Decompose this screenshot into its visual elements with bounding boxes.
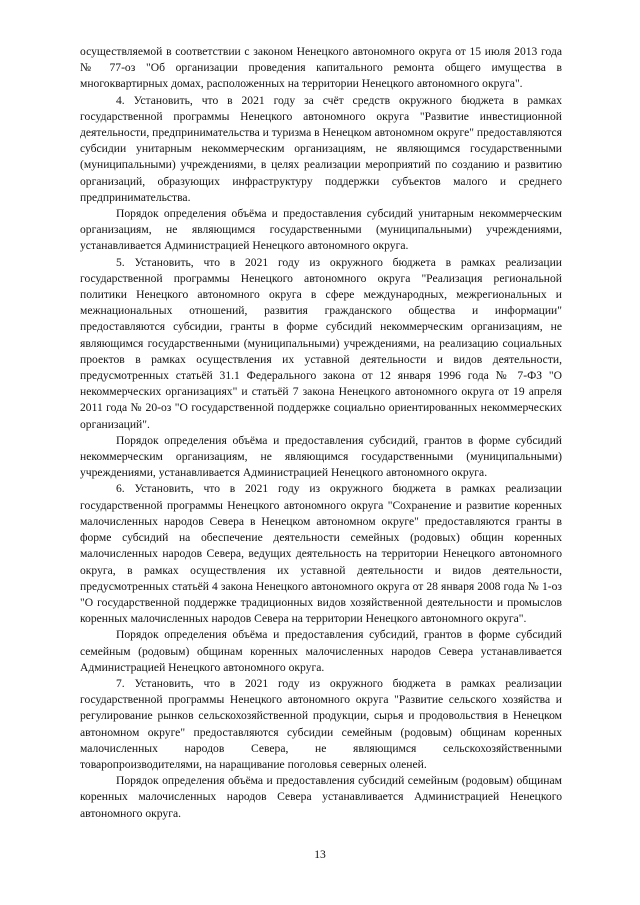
paragraph-continuation: осуществляемой в соответствии с законом Ненецкого автономного округа от 15 июля 2013 года № 77-оз "Об организации проведения капитального ремонта общего имущества в многоквартирных домах, расположенных на территории Ненецкого автономного округа". (80, 45, 562, 91)
paragraph-procedure-6: Порядок определения объёма и предоставления субсидий, грантов в форме субсидий семейным (родовым) общинам коренных малочисленных народов Севера устанавливается Администрацией Ненецкого автономного округа. (80, 628, 562, 674)
paragraph-item-7: 7. Установить, что в 2021 году из окружного бюджета в рамках реализации государственной программы Ненецкого автономного округа "Развитие сельского хозяйства и регулирование рынков сельскохозяйственной продукции, сырья и продовольствия в Ненецком автономном округе" предоставляются субсидии семейным (родовым) общинам коренных малочисленных народов Севера, не являющимся сельскохозяйственными товаропроизводителями, на наращивание поголовья северных оленей. (80, 676, 562, 771)
paragraph-procedure-4: Порядок определения объёма и предоставления субсидий унитарным некоммерческим организациям, не являющимся государственными (муниципальными) учреждениями, устанавливается Администрацией Ненецкого автономного округа. (80, 207, 562, 253)
paragraph-item-5: 5. Установить, что в 2021 году из окружного бюджета в рамках реализации государственной программы Ненецкого автономного округа "Реализация региональной политики Ненецкого автономного округа в сфере международных, межрегиональных и межнациональных отношений, развития гражданского общества и информации" предоставляются субсидии, гранты в форме субсидий некоммерческим организациям, не являющимся государственными (муниципальными) учреждениями, на реализацию социальных проектов в рамках осуществления их уставной деятельности и видов деятельности, предусмотренных статьёй 31.1 Федерального закона от 12 января 1996 года № 7-ФЗ "О некоммерческих организациях" и статьёй 7 закона Ненецкого автономного округа от 19 апреля 2011 года № 20-оз "О государственной поддержке социально ориентированных некоммерческих организаций". (80, 255, 562, 431)
paragraph-procedure-5: Порядок определения объёма и предоставления субсидий, грантов в форме субсидий некоммерческим организациям, не являющимся государственными (муниципальными) учреждениями, устанавливается Администрацией Ненецкого автономного округа. (80, 433, 562, 480)
page-number: 13 (314, 848, 326, 861)
paragraph-procedure-7: Порядок определения объёма и предоставления субсидий семейным (родовым) общинам коренных малочисленных народов Севера устанавливается Администрацией Ненецкого автономного округа. (80, 774, 562, 820)
document-body (80, 44, 562, 822)
paragraph-item-6: 6. Установить, что в 2021 году из окружного бюджета в рамках реализации государственной программы Ненецкого автономного округа "Сохранение и развитие коренных малочисленных народов Севера в Ненецком автономном округе" предоставляются гранты в форме субсидий на обеспечение деятельности семейных (родовых) общин коренных малочисленных народов Севера, ведущих деятельность на территории Ненецкого автономного округа, в рамках осуществления их уставной деятельности и видов деятельности, предусмотренных статьёй 4 закона Ненецкого автономного округа от 28 января 2008 года № 1-оз "О государственной поддержке традиционных видов хозяйственной деятельности и промыслов коренных малочисленных народов Севера на территории Ненецкого автономного округа". (80, 482, 562, 626)
paragraph-item-4: 4. Установить, что в 2021 году за счёт средств окружного бюджета в рамках государственной программы Ненецкого автономного округа "Развитие инвестиционной деятельности, предпринимательства и туризма в Ненецком автономном округе" предоставляются субсидии унитарным некоммерческим организациям, не являющимся государственными (муниципальными) учреждениями, в целях реализации мероприятий по созданию и развитию организаций, образующих инфраструктуру поддержки субъектов малого и среднего предпринимательства. (80, 93, 563, 204)
